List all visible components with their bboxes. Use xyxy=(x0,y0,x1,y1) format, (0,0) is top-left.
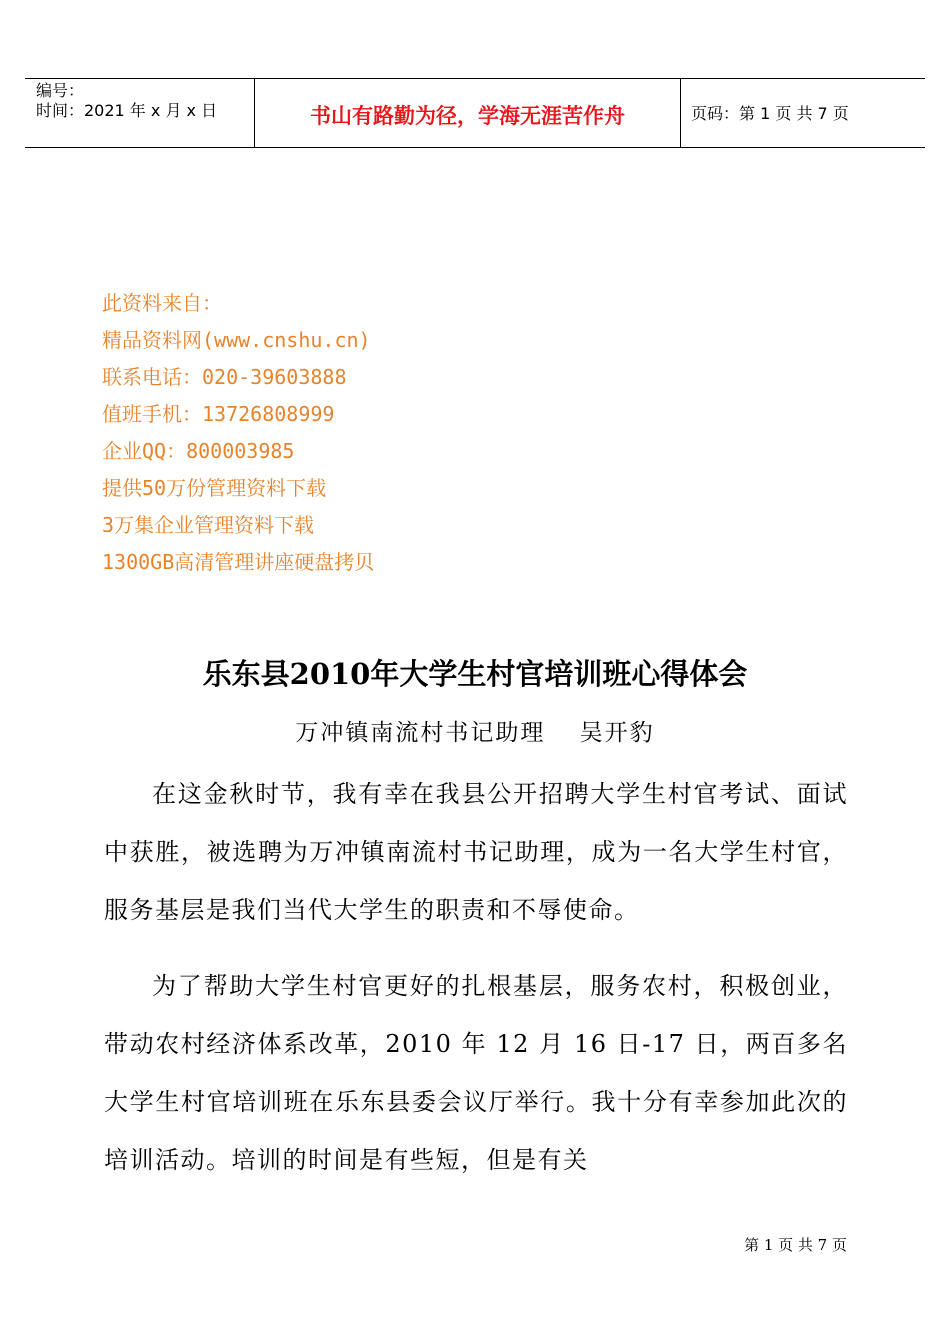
source-info-block xyxy=(102,288,374,584)
source-line: 提供50万份管理资料下载 xyxy=(102,476,327,500)
document-time-label: 时间：2021 年 x 月 x 日 xyxy=(36,101,218,120)
article-paragraph: 在这金秋时节，我有幸在我县公开招聘大学生村官考试、面试中获胜，被选聘为万冲镇南流村书记助理，成为一名大学生村官，服务基层是我们当代大学生的职责和不辱使命。 xyxy=(104,780,848,924)
article-body xyxy=(104,765,848,1189)
source-line: 3万集企业管理资料下载 xyxy=(102,513,315,537)
source-line: 1300GB高清管理讲座硬盘拷贝 xyxy=(102,550,375,574)
document-number-label: 编号： xyxy=(36,81,85,100)
article-title: 乐东县2010年大学生村官培训班心得体会 xyxy=(202,657,748,691)
page-footer: 第 1 页 共 7 页 xyxy=(744,1236,847,1254)
header-page-cell xyxy=(680,79,925,147)
article-author: 万冲镇南流村书记助理 吴开豹 xyxy=(295,720,655,746)
source-line: 联系电话：020-39603888 xyxy=(102,365,347,389)
source-line: 精品资料网(www.cnshu.cn) xyxy=(102,328,371,352)
header-motto: 书山有路勤为径，学海无涯苦作舟 xyxy=(310,104,625,128)
header-motto-cell xyxy=(254,79,681,147)
source-line: 企业QQ：800003985 xyxy=(102,439,295,463)
header-meta-cell xyxy=(25,79,253,147)
source-line: 值班手机：13726808999 xyxy=(102,402,335,426)
article-paragraph: 为了帮助大学生村官更好的扎根基层，服务农村，积极创业，带动农村经济体系改革，2010 年 12 月 16 日-17 日，两百多名大学生村官培训班在乐东县委会议厅举行。我十分有幸参加此次的培训活动。培训的时间是有些短，但是有关 xyxy=(104,972,848,1174)
source-line: 此资料来自： xyxy=(102,291,222,315)
page-header xyxy=(25,78,925,148)
header-page-info: 页码：第 1 页 共 7 页 xyxy=(691,104,849,123)
